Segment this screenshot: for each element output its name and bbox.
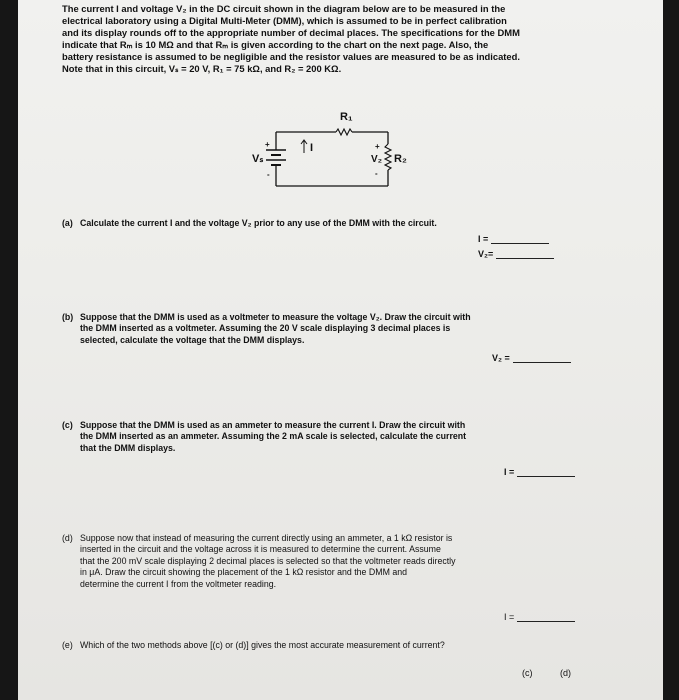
choice-label: (c) bbox=[522, 668, 533, 678]
answer-c bbox=[504, 467, 575, 477]
question-label: (c) bbox=[62, 420, 73, 430]
answer-label: I = bbox=[504, 467, 515, 477]
question-label: (e) bbox=[62, 640, 73, 650]
question-label: (d) bbox=[62, 533, 73, 543]
text-line: inserted in the circuit and the voltage across it is measured to determine the current. Assume bbox=[80, 544, 441, 555]
intro-line: and its display rounds off to the appropriate number of decimal places. The specifications for the DMM bbox=[62, 27, 520, 39]
r2-label: R₂ bbox=[394, 153, 407, 165]
text-line: that the 200 mV scale displaying 2 decimal places is selected so that the voltmeter reads directly bbox=[80, 555, 456, 566]
intro-line: Note that in this circuit, Vₛ = 20 V, R₁ = 75 kΩ, and R₂ = 200 KΩ. bbox=[62, 63, 342, 75]
question-text: Calculate the current I and the voltage V₂ prior to any use of the DMM with the circuit. bbox=[80, 218, 437, 228]
answer-b bbox=[492, 353, 571, 363]
answer-blank[interactable] bbox=[513, 353, 571, 363]
answer-a-voltage bbox=[478, 249, 554, 259]
question-text: Which of the two methods above [(c) or (d)] gives the most accurate measurement of current? bbox=[80, 640, 445, 650]
text-line: determine the current I from the voltmeter reading. bbox=[80, 578, 277, 589]
question-text bbox=[80, 312, 622, 346]
problem-intro bbox=[62, 3, 612, 76]
text-line: the DMM inserted as a voltmeter. Assuming the 20 V scale displaying 3 decimal places is bbox=[80, 323, 451, 334]
resistor-r2 bbox=[385, 144, 391, 170]
intro-line: indicate that Rₘ is 10 MΩ and that Rₘ is given according to the chart on the next page. Also, the bbox=[62, 39, 489, 51]
question-a bbox=[62, 218, 622, 229]
text-line: in μA. Draw the circuit showing the placement of the 1 kΩ resistor and the DMM and bbox=[80, 567, 408, 578]
choice-d[interactable] bbox=[560, 668, 571, 678]
vs-minus: - bbox=[267, 170, 270, 179]
answer-d bbox=[504, 612, 575, 622]
resistor-r1 bbox=[336, 129, 352, 135]
answer-blank[interactable] bbox=[491, 234, 549, 244]
r1-label: R₁ bbox=[340, 111, 353, 123]
question-d bbox=[62, 533, 622, 590]
vs-label: Vₛ bbox=[252, 153, 264, 165]
text-line: the DMM inserted as an ammeter. Assuming the 2 mA scale is selected, calculate the current bbox=[80, 431, 467, 442]
answer-blank[interactable] bbox=[517, 612, 575, 622]
v2-plus: + bbox=[375, 142, 380, 151]
answer-label: V₂= bbox=[478, 249, 494, 259]
intro-line: The current I and voltage V₂ in the DC circuit shown in the diagram below are to be measured in the bbox=[62, 3, 506, 14]
answer-label: I = bbox=[504, 612, 515, 622]
circuit-diagram bbox=[244, 104, 444, 194]
vs-plus: + bbox=[265, 140, 270, 149]
answer-label: I = bbox=[478, 234, 489, 244]
v2-minus: - bbox=[375, 169, 378, 178]
intro-line: electrical laboratory using a Digital Multi-Meter (DMM), which is assumed to be in perfect calibration bbox=[62, 15, 507, 27]
text-line: selected, calculate the voltage that the DMM displays. bbox=[80, 334, 305, 345]
choice-label: (d) bbox=[560, 668, 571, 678]
intro-line: battery resistance is assumed to be negligible and the resistor values are measured to be as indicated. bbox=[62, 51, 520, 63]
question-text bbox=[80, 533, 622, 590]
text-line: Suppose that the DMM is used as a voltmeter to measure the voltage V₂. Draw the circuit with bbox=[80, 312, 471, 322]
answer-a-current bbox=[478, 234, 549, 244]
v2-label: V₂ bbox=[371, 154, 383, 165]
question-label: (b) bbox=[62, 312, 74, 322]
choice-c[interactable] bbox=[522, 668, 533, 678]
worksheet-page bbox=[18, 0, 663, 700]
question-c bbox=[62, 420, 622, 454]
text-line: Suppose now that instead of measuring the current directly using an ammeter, a 1 kΩ resistor is bbox=[80, 533, 453, 543]
question-text bbox=[80, 420, 622, 454]
answer-label: V₂ = bbox=[492, 353, 510, 363]
text-line: Suppose that the DMM is used as an ammeter to measure the current I. Draw the circuit with bbox=[80, 420, 466, 430]
current-label: I bbox=[310, 142, 314, 154]
question-e bbox=[62, 640, 622, 651]
text-line: that the DMM displays. bbox=[80, 442, 176, 453]
question-label: (a) bbox=[62, 218, 73, 228]
answer-blank[interactable] bbox=[496, 249, 554, 259]
question-b bbox=[62, 312, 622, 346]
answer-blank[interactable] bbox=[517, 467, 575, 477]
